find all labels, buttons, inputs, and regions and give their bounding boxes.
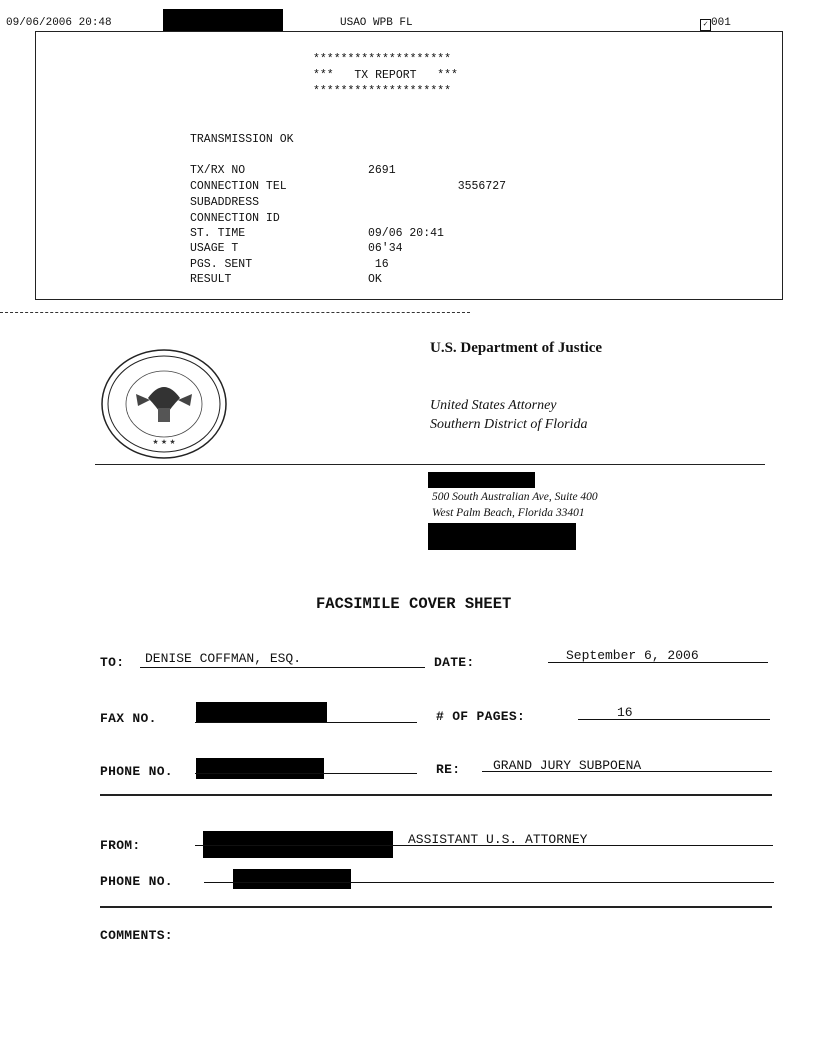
fax-page-counter: ✓ 001 xyxy=(700,17,731,31)
phone-underline xyxy=(195,773,417,774)
re-value: GRAND JURY SUBPOENA xyxy=(493,758,642,773)
date-underline xyxy=(548,662,768,663)
redaction-bar xyxy=(196,758,324,779)
transmission-status: TRANSMISSION OK xyxy=(190,133,294,146)
from-phone-underline xyxy=(204,882,774,883)
tx-report-stars-top: ******************** xyxy=(313,53,452,66)
from-phone-label: PHONE NO. xyxy=(100,874,173,889)
redaction-bar xyxy=(233,869,351,889)
fax-station: USAO WPB FL xyxy=(340,17,413,29)
date-label: DATE: xyxy=(434,655,475,670)
from-underline xyxy=(195,845,773,846)
pages-underline xyxy=(578,719,770,720)
fax-underline xyxy=(195,722,417,723)
to-label: TO: xyxy=(100,655,125,670)
address-line-2: West Palm Beach, Florida 33401 xyxy=(432,507,585,519)
to-value: DENISE COFFMAN, ESQ. xyxy=(145,651,302,666)
office-title: United States Attorney xyxy=(430,398,557,413)
letterhead-rule xyxy=(95,464,765,465)
svg-text:★ ★ ★: ★ ★ ★ xyxy=(152,438,176,446)
redaction-bar xyxy=(196,702,327,722)
pages-label: # OF PAGES: xyxy=(436,709,526,724)
office-district: Southern District of Florida xyxy=(430,417,588,432)
tx-report-stars-bottom: ******************** xyxy=(313,85,452,98)
to-underline xyxy=(140,667,425,668)
address-line-1: 500 South Australian Ave, Suite 400 xyxy=(432,491,598,503)
section-divider xyxy=(100,794,772,796)
re-underline xyxy=(482,771,772,772)
redaction-bar xyxy=(428,523,576,550)
re-label: RE: xyxy=(436,762,461,777)
tx-report-title: *** TX REPORT *** xyxy=(313,69,458,82)
phone-label: PHONE NO. xyxy=(100,764,173,779)
from-title: ASSISTANT U.S. ATTORNEY xyxy=(408,832,588,847)
section-divider xyxy=(100,906,772,908)
from-label: FROM: xyxy=(100,838,141,853)
redaction-bar xyxy=(428,472,535,488)
page-icon: ✓ xyxy=(700,19,711,31)
doj-seal-graphic xyxy=(100,348,228,460)
redaction-bar xyxy=(163,9,283,31)
doj-seal xyxy=(100,348,228,460)
comments-label: COMMENTS: xyxy=(100,928,173,943)
cover-sheet-title: FACSIMILE COVER SHEET xyxy=(316,595,512,613)
pages-value: 16 xyxy=(617,705,633,720)
fax-number-label: FAX NO. xyxy=(100,711,157,726)
fax-separator xyxy=(0,312,470,313)
date-value: September 6, 2006 xyxy=(566,648,699,663)
department-name: U.S. Department of Justice xyxy=(430,340,603,356)
fax-timestamp: 09/06/2006 20:48 xyxy=(6,17,112,29)
